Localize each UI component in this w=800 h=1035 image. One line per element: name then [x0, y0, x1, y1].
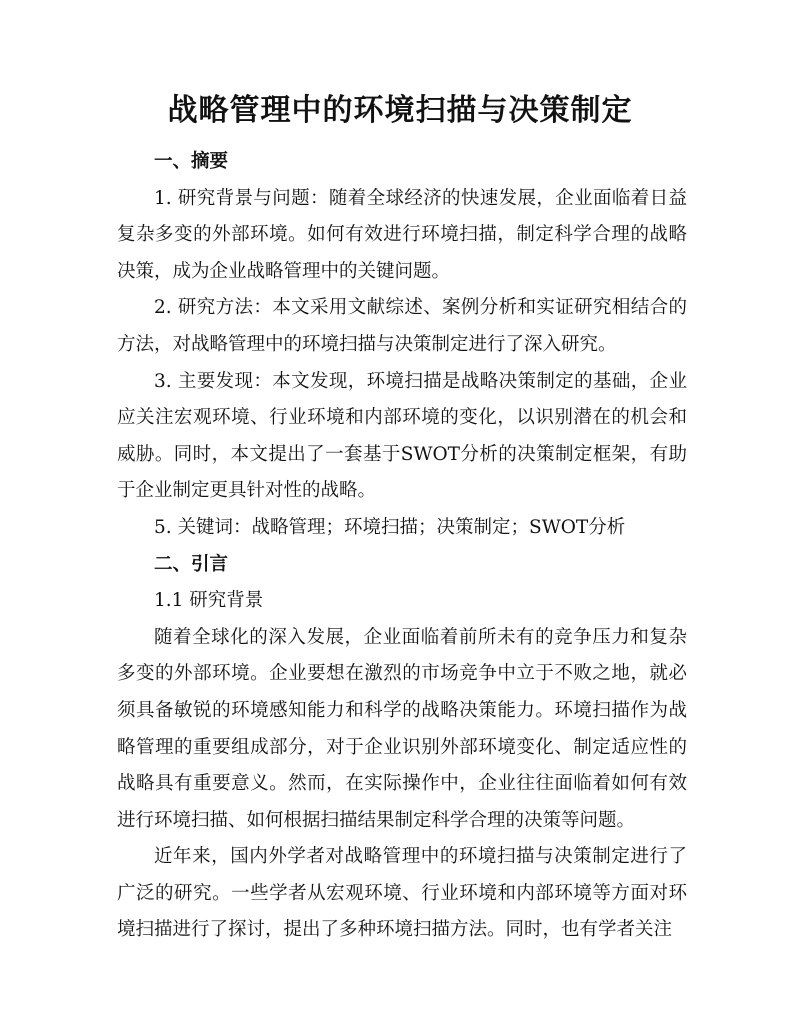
section-heading-introduction: 二、引言 [154, 553, 229, 575]
subsection-heading-background: 1.1 研究背景 [154, 590, 264, 612]
intro-paragraph-1: 随着全球化的深入发展，企业面临着前所未有的竞争压力和复杂多变的外部环境。企业要想在激烈的市场竞争中立于不败之地，就必须具备敏锐的环境感知能力和科学的战略决策能力。环境扫描作为战略管理的重要组成部分，对于企业识别外部环境变化、制定适应性的战略具有重要意义。然而，在实际操作中，企业往往面临着如何有效进行环境扫描、如何根据扫描结果制定科学合理的决策等问题。 [117, 626, 687, 831]
abstract-paragraph-method: 2. 研究方法：本文采用文献综述、案例分析和实证研究相结合的方法，对战略管理中的环境扫描与决策制定进行了深入研究。 [117, 297, 687, 355]
abstract-paragraph-findings: 3. 主要发现：本文发现，环境扫描是战略决策制定的基础，企业应关注宏观环境、行业环境和内部环境的变化，以识别潜在的机会和威胁。同时，本文提出了一套基于SWOT分析的决策制定框架，有助于企业制定更具针对性的战略。 [117, 370, 687, 502]
document-title: 战略管理中的环境扫描与决策制定 [167, 93, 633, 128]
document-body [117, 144, 687, 949]
section-heading-abstract: 一、摘要 [154, 151, 229, 172]
abstract-paragraph-background: 1. 研究背景与问题：随着全球经济的快速发展，企业面临着日益复杂多变的外部环境。如何有效进行环境扫描，制定科学合理的战略决策，成为企业战略管理中的关键问题。 [117, 187, 687, 282]
intro-paragraph-2: 近年来，国内外学者对战略管理中的环境扫描与决策制定进行了广泛的研究。一些学者从宏观环境、行业环境和内部环境等方面对环境扫描进行了探讨，提出了多种环境扫描方法。同时，也有学者关注 [117, 846, 687, 941]
abstract-paragraph-keywords: 5. 关键词：战略管理；环境扫描；决策制定；SWOT分析 [154, 516, 626, 538]
